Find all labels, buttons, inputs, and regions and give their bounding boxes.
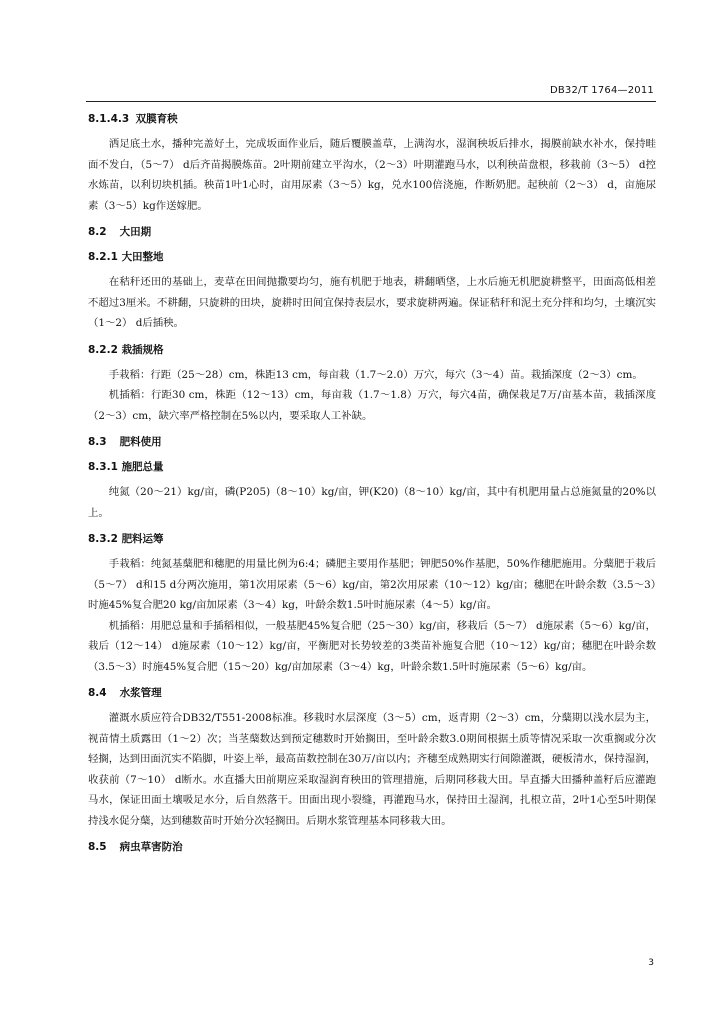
section-number: 8.2.2	[88, 343, 118, 356]
paragraph-water-management: 灌溉水质应符合DB32/T551-2008标准。移栽时水层深度（3～5）cm，返青期（2～3）cm，分蘖期以浅水层为主，视苗情土质露田（1～2）次；当茎蘖数达到预定穗数时开始搁田，至叶龄余数3.0期间根据土质等情况采取一次重搁或分次轻搁，达到田面沉实不陷脚，叶姿上举，最高苗数控制在30万/亩以内；齐穗至成熟期实行间隙灌溉，硬板清水，保持湿润，收获前（7～10） d断水。水直播大田前期应采取湿润育秧田的管理措施，后期同移栽大田。旱直播大田播种盖籽后应灌跑马水，保证田面土壤吸足水分，后自然落干。田面出现小裂缝，再灌跑马水，保持田土湿润，扎根立苗，2叶1心至5叶期保持浅水促分蘖，达到穗数苗时开始分次轻搁田。后期水浆管理基本同移栽大田。	[88, 712, 656, 827]
paragraph-hand-fertilizer-plan: 手栽稻：纯氮基蘖肥和穗肥的用量比例为6:4；磷肥主要用作基肥；钾肥50%作基肥，50%作穗肥施用。分蘖肥于栽后（5～7） d和15 d分两次施用，第1次用尿素（5～6）kg/亩，第2次用尿素（10～12）kg/亩；穗肥在叶龄余数（3.5～3）时施45%复合肥20 kg/亩加尿素（3～4）kg，叶龄余数1.5叶时施尿素（4～5）kg/亩。	[88, 558, 656, 611]
paragraph-dual-film-seedling: 洒足底土水，播种完盖好土，完成坂面作业后，随后覆膜盖草，上满沟水，湿润秧坂后排水，揭膜前缺水补水，保持畦面不发白，（5～7） d后齐苗揭膜炼苗。2叶期前建立平沟水，（2～3）叶期灌跑马水，以利秧苗盘根，移栽前（3～5） d控水炼苗，以利切块机插。秧苗1叶1心时，亩用尿素（3～5）kg，兑水100倍浇施，作断奶肥。起秧前（2～3） d，亩施尿素（3～5）kg作送嫁肥。	[88, 138, 656, 212]
section-title: 栽插规格	[121, 343, 164, 356]
section-heading-8-5	[88, 839, 656, 856]
section-heading-8-2-2	[88, 342, 656, 359]
standard-code: DB32/T 1764—2011	[549, 85, 654, 96]
section-number: 8.2.1	[88, 251, 118, 263]
section-heading-8-1-4-3	[88, 111, 656, 128]
header-rule	[86, 101, 656, 102]
paragraph-hand-transplant-spec: 手栽稻：行距（25～28）cm，株距13 cm，每亩栽（1.7～2.0）万穴，每穴（3～4）苗。栽插深度（2～3）cm。	[108, 368, 643, 381]
section-heading-8-3	[88, 434, 656, 451]
section-title: 双膜育秧	[135, 113, 178, 125]
paragraph-machine-transplant-spec: 机插稻：行距30 cm，株距（12～13）cm，每亩栽（1.7～1.8）万穴，每穴4苗，确保栽足7万/亩基本苗，栽插深度（2～3）cm，缺穴率严格控制在5%以内，要采取人工补缺。	[88, 389, 656, 422]
section-heading-8-3-2	[88, 531, 656, 548]
section-title: 大田整地	[121, 251, 164, 263]
section-number: 8.4	[88, 687, 107, 699]
document-body	[88, 111, 656, 856]
paragraph-field-prep: 在秸秆还田的基础上，麦草在田间抛撒要均匀，施有机肥于地表，耕翻晒垡，上水后施无机肥旋耕整平，田面高低相差不超过3厘米。不耕翻，只旋耕的田块，旋耕时田间宜保持表层水，要求旋耕两遍。保证秸秆和泥土充分拌和均匀，土壤沉实（1～2） d后插秧。	[88, 276, 656, 329]
section-number: 8.3.2	[88, 533, 118, 545]
section-title: 施肥总量	[121, 461, 164, 473]
section-title: 水浆管理	[119, 687, 162, 699]
section-number: 8.2	[88, 226, 107, 238]
section-title: 病虫草害防治	[119, 841, 183, 853]
section-title: 大田期	[119, 226, 152, 238]
section-number: 8.5	[88, 841, 107, 853]
section-number: 8.3	[88, 436, 107, 448]
page-number: 3	[648, 958, 654, 968]
section-heading-8-2	[88, 224, 656, 241]
paragraph-total-fertilizer: 纯氮（20～21）kg/亩，磷(P205)（8～10）kg/亩，钾(K20)（8～10）kg/亩，其中有机肥用量占总施氮量的20%以上。	[88, 486, 656, 519]
paragraph-machine-fertilizer-plan: 机插稻：用肥总量和手插稻相似，一般基肥45%复合肥（25～30）kg/亩，移栽后（5～7） d施尿素（5～6）kg/亩，栽后（12～14） d施尿素（10～12）kg/亩，平衡肥对长势较差的3类苗补施复合肥（10～12）kg/亩；穗肥在叶龄余数（3.5～3）时施45%复合肥（15～20）kg/亩加尿素（3～4）kg，叶龄余数1.5叶时施尿素（5～6）kg/亩。	[88, 619, 656, 673]
section-number: 8.3.1	[88, 461, 118, 473]
section-heading-8-3-1	[88, 459, 656, 476]
section-title: 肥料使用	[119, 436, 162, 448]
section-title: 肥料运筹	[121, 533, 164, 545]
section-heading-8-2-1	[88, 249, 656, 266]
section-heading-8-4	[88, 685, 656, 702]
section-number: 8.1.4.3	[88, 113, 130, 125]
